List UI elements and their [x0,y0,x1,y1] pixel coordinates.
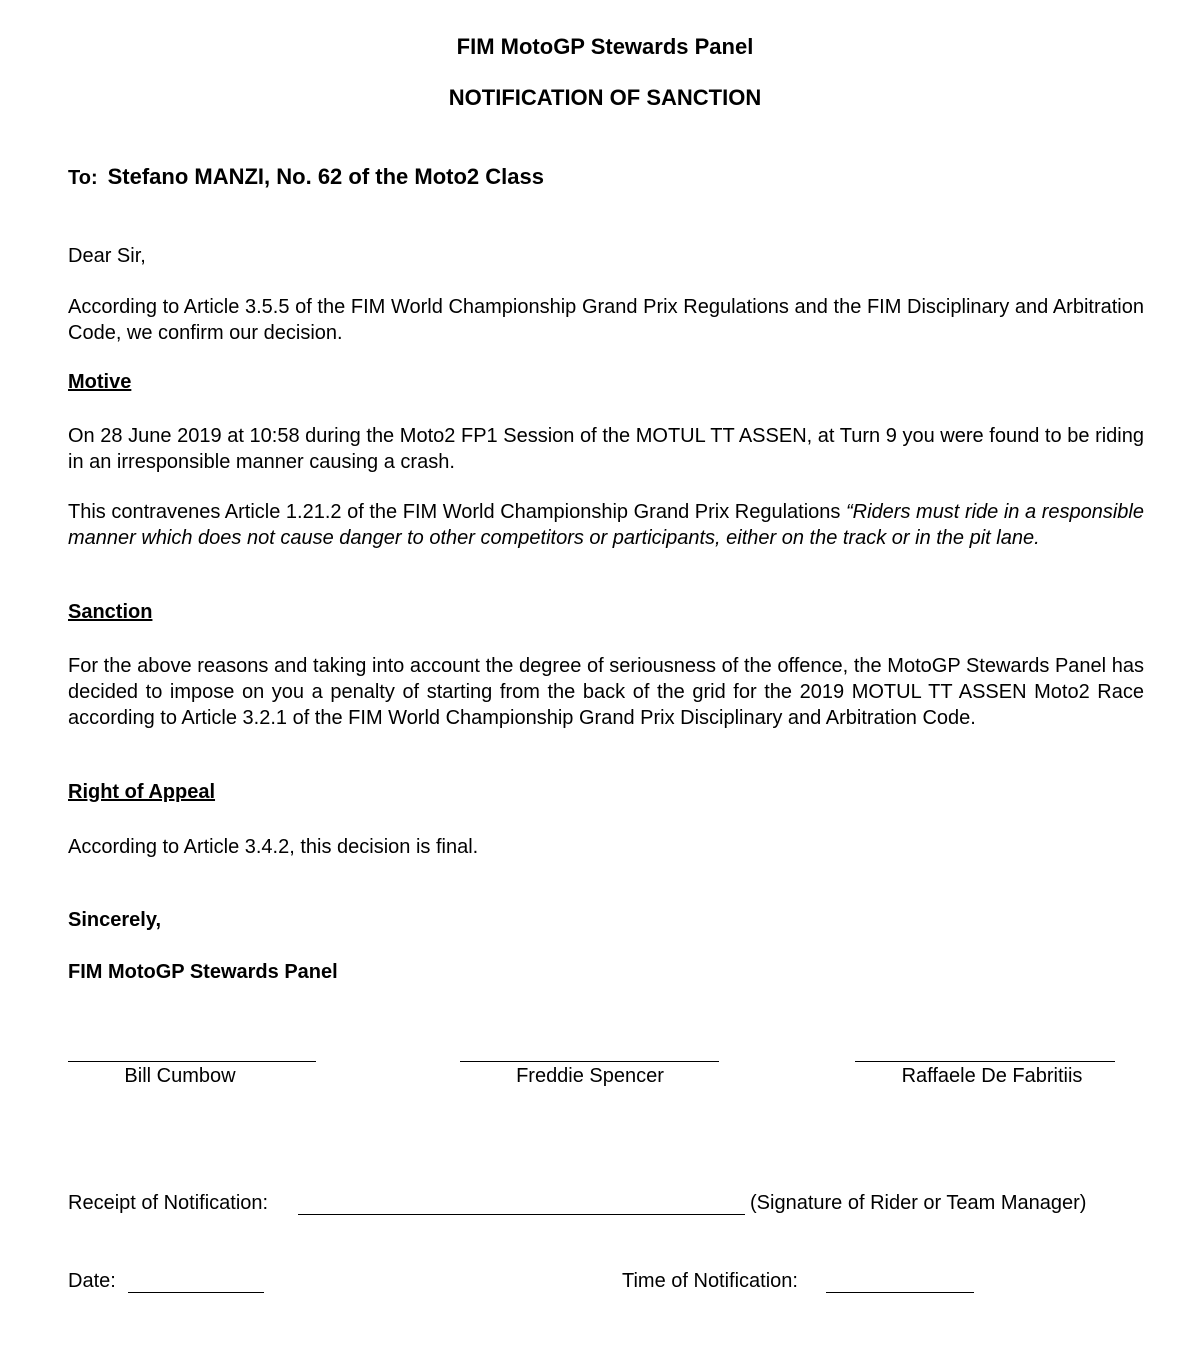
date-label: Date: [68,1270,116,1292]
sanction-paragraph: For the above reasons and taking into account the degree of seriousness of the offence, the MotoGP Stewards Panel has decided to impose on you a penalty of starting from the back of the grid for the 2019 MOTUL TT ASSEN Moto2 Race according to Article 3.2.1 of the FIM World Championship Grand Prix Disciplinary and Arbitration Code. [68,655,1144,729]
contravenes-text: This contravenes Article 1.21.2 of the FIM World Championship Grand Prix Regulations [68,501,841,523]
to-label: To: [68,167,98,189]
time-label: Time of Notification: [622,1270,798,1292]
motive-paragraph: On 28 June 2019 at 10:58 during the Moto2 FP1 Session of the MOTUL TT ASSEN, at Turn 9 you were found to be riding in an irresponsible manner causing a crash. [68,425,1144,473]
notice-title: NOTIFICATION OF SANCTION [448,85,762,110]
intro-paragraph: According to Article 3.5.5 of the FIM World Championship Grand Prix Regulations and the FIM Disciplinary and Arbitration Code, we confirm our decision. [68,296,1144,344]
signature-name-3: Raffaele De Fabritiis [901,1065,1083,1087]
appeal-heading: Right of Appeal [68,781,216,803]
sanction-heading: Sanction [68,601,153,623]
panel-title: FIM MotoGP Stewards Panel [456,34,754,59]
date-blank[interactable] [128,1292,264,1293]
signature-line-1 [68,1061,316,1062]
time-blank[interactable] [826,1292,974,1293]
regulation-quote: “Riders must ride in a responsible manner which does not cause danger to other competitors or participants, either on the track or in the pit lane. [68,501,1144,549]
receipt-label: Receipt of Notification: [68,1192,269,1214]
signature-name-2: Freddie Spencer [516,1065,664,1087]
signature-line-3 [855,1061,1115,1062]
appeal-paragraph: According to Article 3.4.2, this decision is final. [68,836,479,858]
signature-name-1: Bill Cumbow [124,1065,236,1087]
recipient-name: Stefano MANZI, No. 62 of the Moto2 Class [107,164,544,189]
contravenes-paragraph [68,499,1144,551]
salutation: Dear Sir, [68,245,146,267]
recipient-line [68,164,544,190]
receipt-note: (Signature of Rider or Team Manager) [750,1192,1087,1214]
closing-signatory: FIM MotoGP Stewards Panel [68,961,338,983]
signature-line-2 [460,1061,719,1062]
motive-heading: Motive [68,371,132,393]
closing-sincerely: Sincerely, [68,909,162,931]
receipt-signature-blank[interactable] [298,1214,745,1215]
